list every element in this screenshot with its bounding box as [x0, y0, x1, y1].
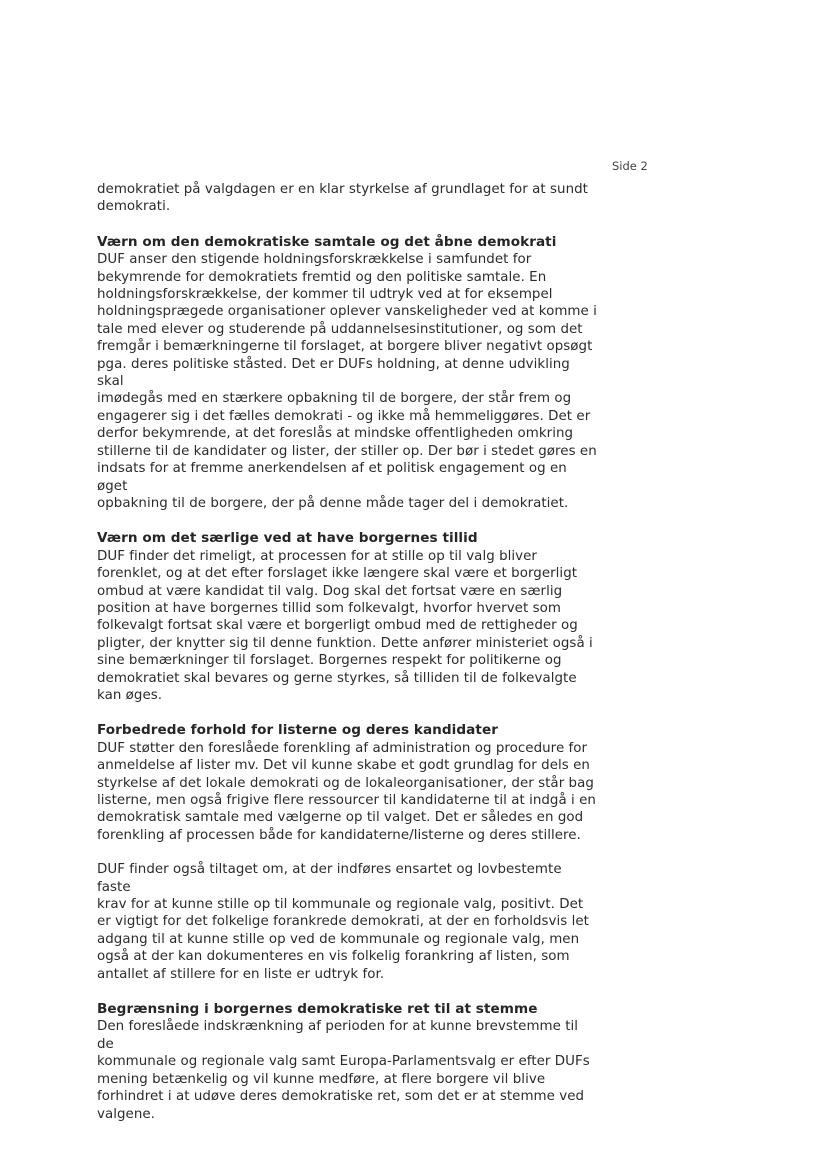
section-paragraph: Den foreslåede indskrænkning af perioden for at kunne brevstemme til de kommunale og regionale valg samt Europa-Parlamentsvalg er efter DUFs mening betænkelig og vil kunne medføre, at flere borgere vil blive forhindret i at udøve deres demokratiske ret, som det er at stemme ved valgene. — [97, 1019, 590, 1122]
section-heading: Værn om den demokratiske samtale og det åbne demokrati — [97, 233, 557, 250]
section-paragraph: DUF støtter den foreslåede forenkling af administration og procedure for anmeldelse af lister mv. Det vil kunne skabe et godt grundlag for dels en styrkelse af det lokale demokrati og de lokaleorganisationer, der står bag listerne, men også frigive flere ressourcer til kandidaterne til at indgå i en demokratisk samtale med vælgerne op til valget. Det er således en god forenkling af processen både for kandidaterne/listerne og deres stillere. — [97, 740, 596, 843]
section-lists-and-candidates — [97, 722, 597, 983]
section-paragraph: DUF finder også tiltaget om, at der indføres ensartet og lovbestemte faste krav for at kunne stille op til kommunale og regionale valg, positivt. Det er vigtigt for det folkelige forankrede demokrati, at der en forholdsvis let adgang til at kunne stille op ved de kommunale og regionale valg, men også at der kan dokumenteres en vis folkelig forankring af listen, som antallet af stillere for en liste er udtryk for. — [97, 862, 589, 982]
section-paragraph: DUF finder det rimeligt, at processen for at stille op til valg bliver forenklet, og at det efter forslaget ikke længere skal være et borgerligt ombud at være kandidat til valg. Dog skal det fortsat være en særlig position at have borgernes tillid som folkevalgt, hvorfor hvervet som folkevalgt fortsat skal være et borgerligt ombud med de rettigheder og pligter, der knytter sig til denne funktion. Dette anfører ministeriet også i sine bemærkninger til forslaget. Borgernes respekt for politikerne og demokratiet skal bevares og gerne styrkes, så tilliden til de folkevalgte kan øges. — [97, 548, 593, 703]
page-number: Side 2 — [612, 159, 648, 173]
section-heading: Værn om det særlige ved at have borgernes tillid — [97, 530, 478, 547]
intro-paragraph: demokratiet på valgdagen er en klar styrkelse af grundlaget for at sundt demokrati. — [97, 182, 588, 215]
document-body — [97, 181, 597, 1123]
section-right-to-vote — [97, 1001, 597, 1123]
section-citizens-trust — [97, 530, 597, 704]
section-democratic-conversation — [97, 234, 597, 513]
section-heading: Forbedrede forhold for listerne og deres kandidater — [97, 722, 498, 739]
section-heading: Begrænsning i borgernes demokratiske ret til at stemme — [97, 1001, 538, 1018]
section-paragraph: DUF anser den stigende holdningsforskrækkelse i samfundet for bekymrende for demokratiets fremtid og den politiske samtale. En holdningsforskrækkelse, der kommer til udtryk ved at for eksempel holdningsprægede organisationer oplever vanskeligheder ved at komme i tale med elever og studerende på uddannelsesinstitutioner, og som det fremgår i bemærkningerne til forslaget, at borgere bliver negativt opsøgt pga. deres politiske ståsted. Det er DUFs holdning, at denne udvikling skal imødegås med en stærkere opbakning til de borgere, der står frem og engagerer sig i det fælles demokrati - og ikke må hemmeliggøres. Det er derfor bekymrende, at det foreslås at mindske offentligheden omkring stillerne til de kandidater og lister, der stiller op. Der bør i stedet gøres en indsats for at fremme anerkendelsen af et politisk engagement og en øget opbakning til de borgere, der på denne måde tager del i demokratiet. — [97, 252, 597, 511]
